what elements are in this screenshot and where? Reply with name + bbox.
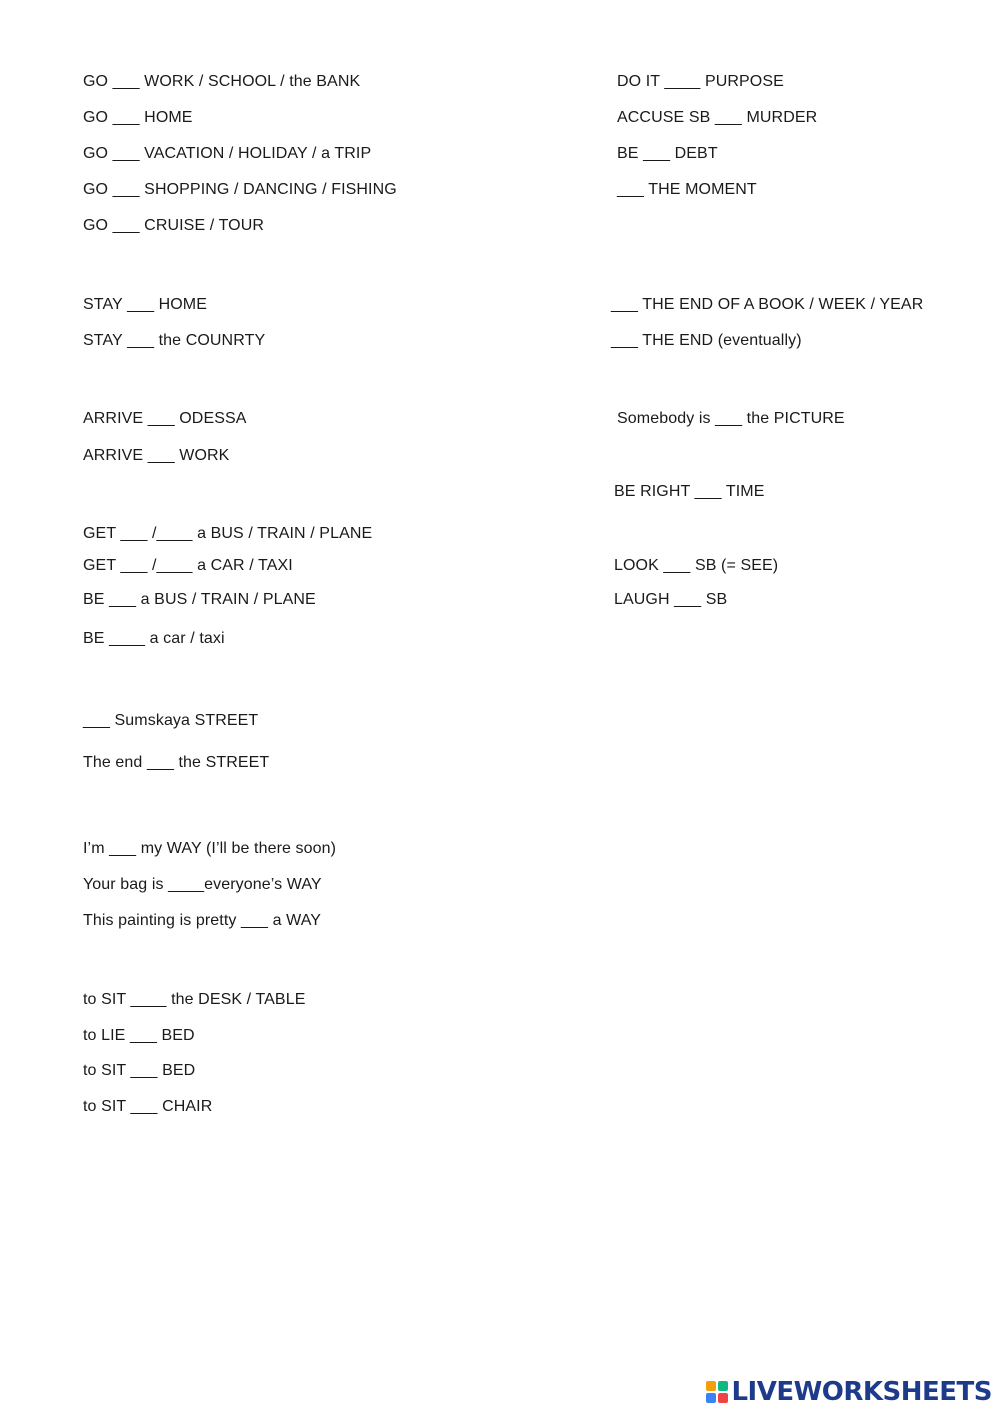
logo-square-1 <box>706 1381 716 1391</box>
right-item: BE ___ DEBT <box>617 145 718 162</box>
left-item: GO ___ VACATION / HOLIDAY / a TRIP <box>83 145 372 162</box>
right-item: ___ THE END OF A BOOK / WEEK / YEAR <box>611 296 924 313</box>
left-item: GO ___ HOME <box>83 109 193 126</box>
left-item: GO ___ WORK / SCHOOL / the BANK <box>83 73 361 90</box>
logo-text: LIVEWORKSHEETS <box>731 1377 992 1407</box>
left-item: GET ___ /____ a BUS / TRAIN / PLANE <box>83 525 373 542</box>
left-item: ___ Sumskaya STREET <box>83 712 259 729</box>
right-item: DO IT ____ PURPOSE <box>617 73 784 90</box>
left-item: to SIT ___ CHAIR <box>83 1098 213 1115</box>
logo-square-3 <box>706 1393 716 1403</box>
liveworksheets-logo <box>706 1377 992 1407</box>
right-item: ___ THE MOMENT <box>617 181 757 198</box>
right-item: LAUGH ___ SB <box>614 591 728 608</box>
right-item: LOOK ___ SB (= SEE) <box>614 557 779 574</box>
logo-square-4 <box>718 1393 728 1403</box>
left-item: STAY ___ HOME <box>83 296 208 313</box>
left-item: GO ___ SHOPPING / DANCING / FISHING <box>83 181 397 198</box>
left-item: to SIT ____ the DESK / TABLE <box>83 991 306 1008</box>
logo-square-2 <box>718 1381 728 1391</box>
logo-mark-icon <box>706 1381 728 1403</box>
left-item: ARRIVE ___ WORK <box>83 447 230 464</box>
left-item: Your bag is ____everyone’s WAY <box>83 876 322 893</box>
left-item: This painting is pretty ___ a WAY <box>83 912 322 929</box>
left-item: I’m ___ my WAY (I’ll be there soon) <box>83 840 337 857</box>
left-item: ARRIVE ___ ODESSA <box>83 410 247 427</box>
left-item: GO ___ CRUISE / TOUR <box>83 217 265 234</box>
left-item: The end ___ the STREET <box>83 754 270 771</box>
right-item: ACCUSE SB ___ MURDER <box>617 109 818 126</box>
left-item: BE ___ a BUS / TRAIN / PLANE <box>83 591 316 608</box>
left-item: STAY ___ the COUNRTY <box>83 332 266 349</box>
right-item: Somebody is ___ the PICTURE <box>617 410 845 427</box>
left-item: to LIE ___ BED <box>83 1027 195 1044</box>
left-item: BE ____ a car / taxi <box>83 630 225 647</box>
right-item: ___ THE END (eventually) <box>611 332 802 349</box>
right-item: BE RIGHT ___ TIME <box>614 483 765 500</box>
left-item: GET ___ /____ a CAR / TAXI <box>83 557 293 574</box>
left-item: to SIT ___ BED <box>83 1062 196 1079</box>
